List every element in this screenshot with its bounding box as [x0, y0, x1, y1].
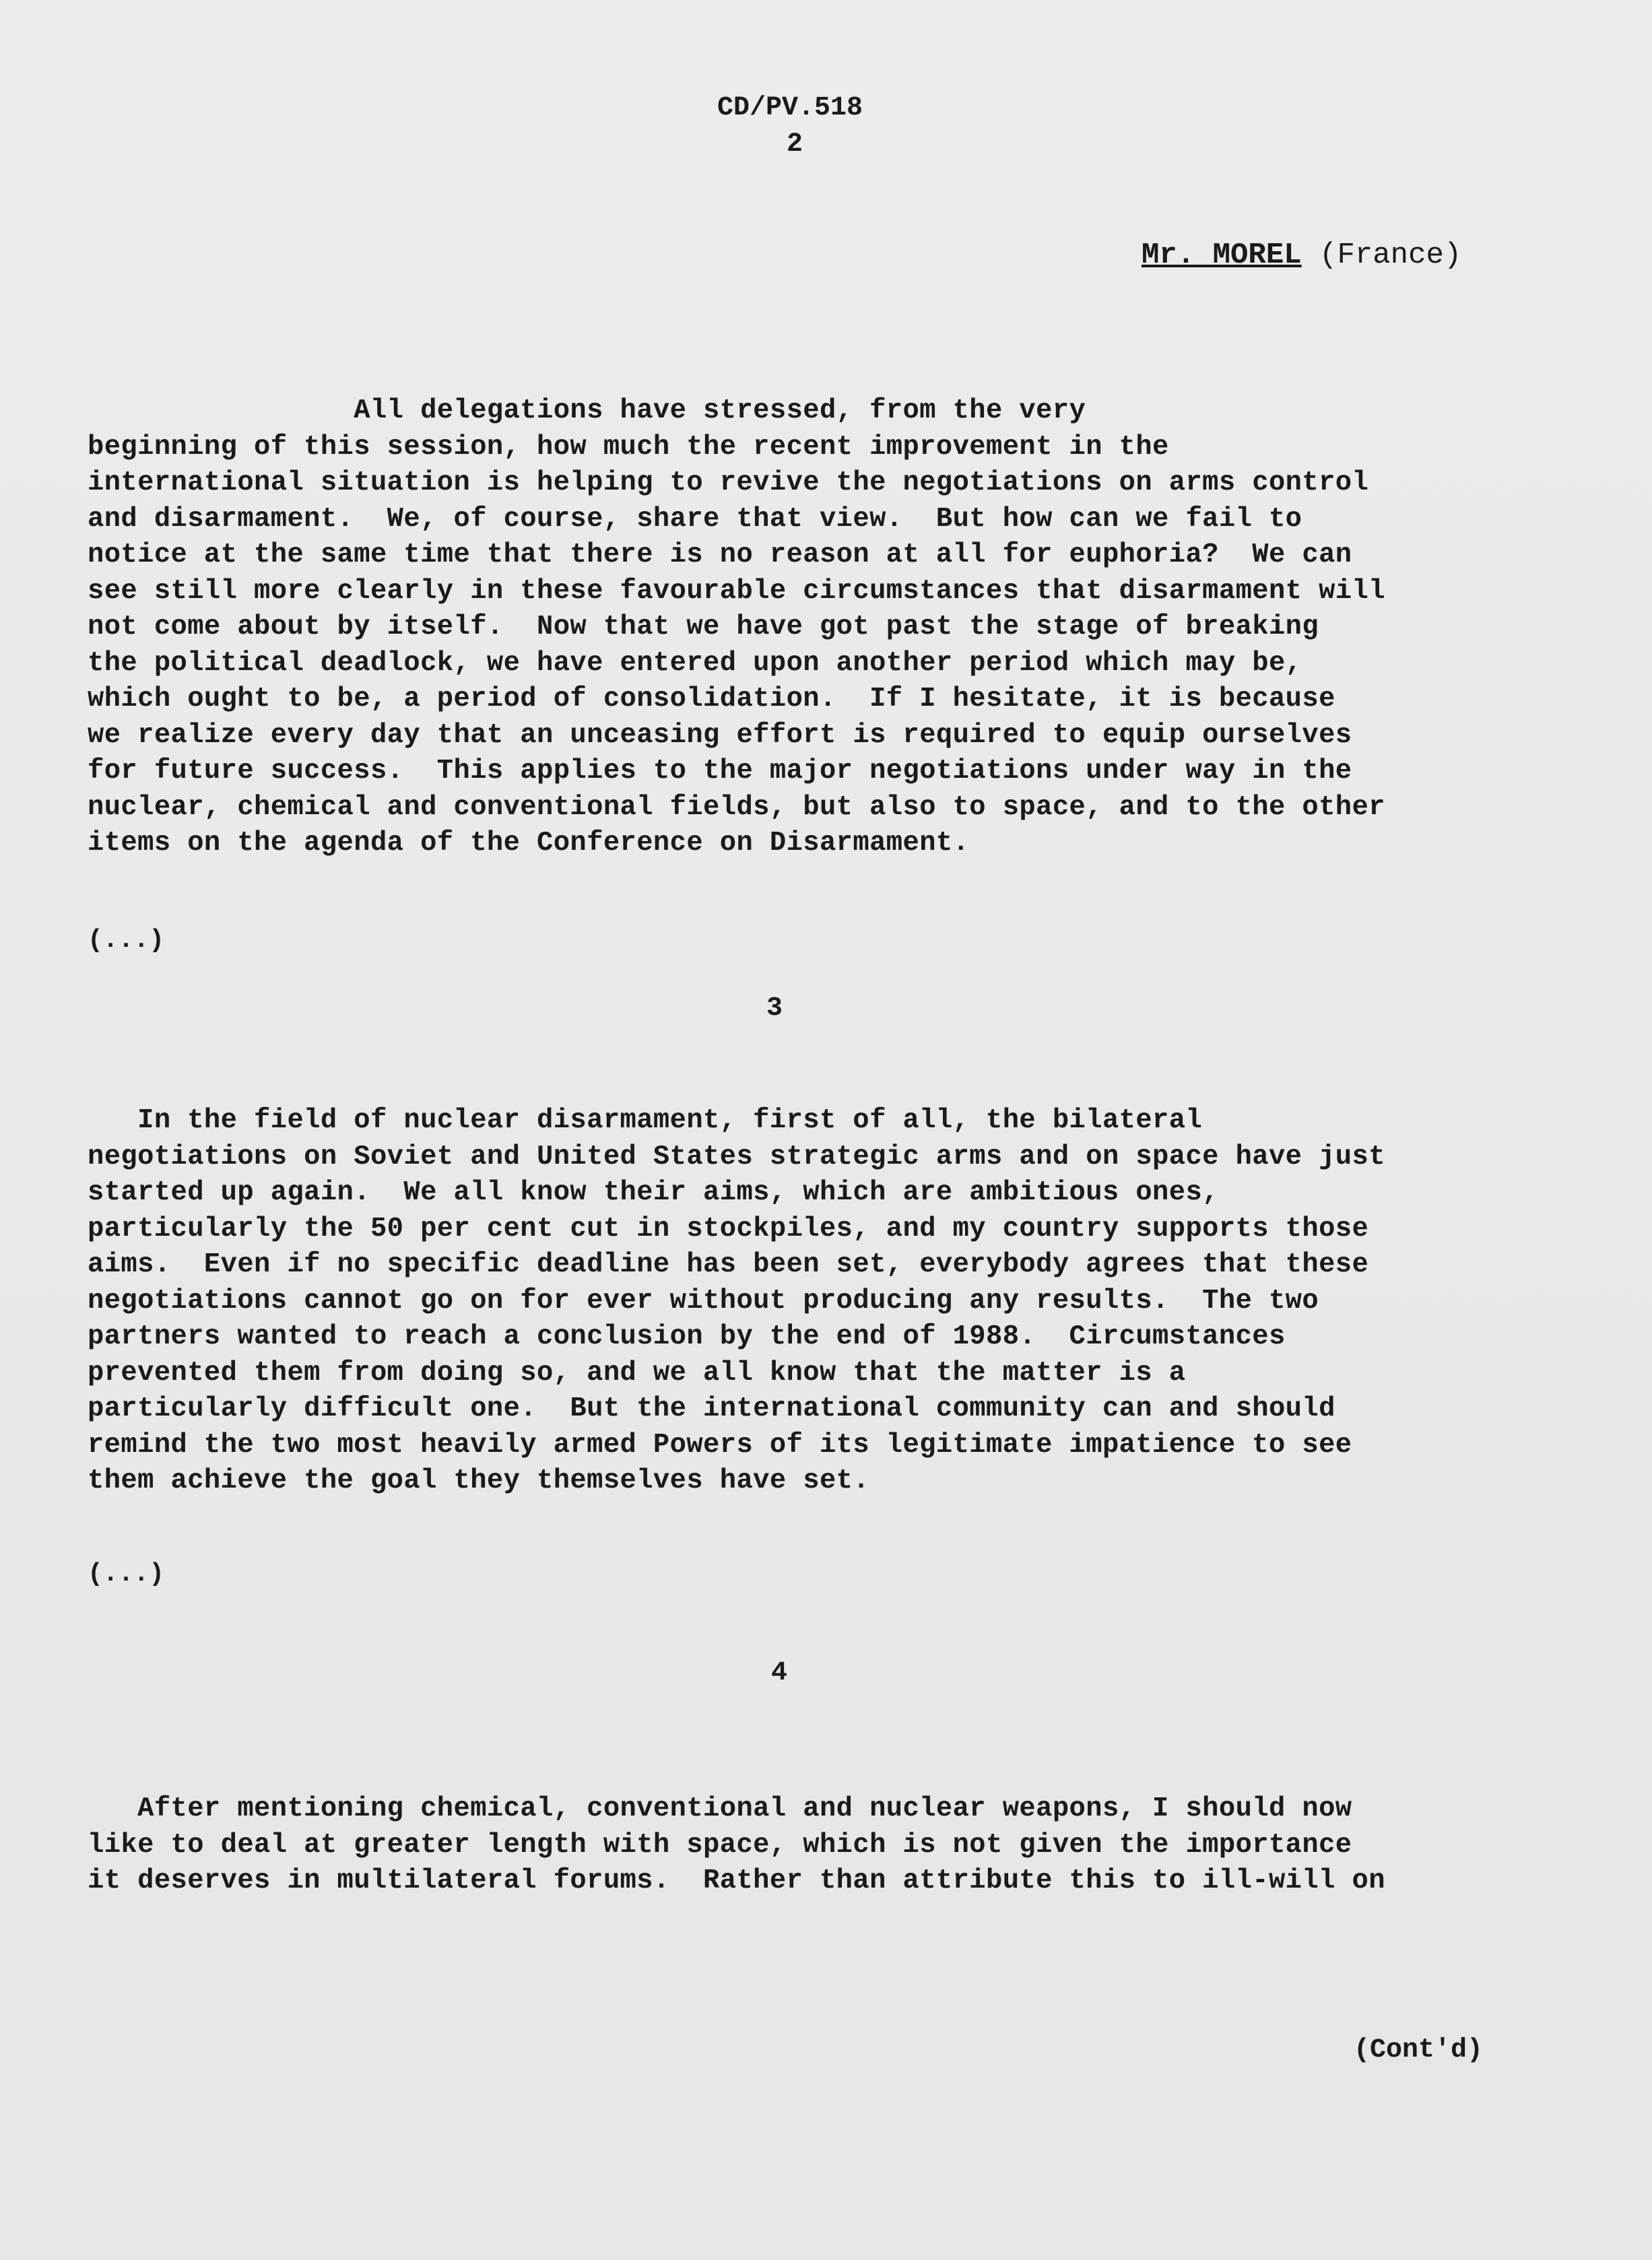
- document-symbol: CD/PV.518: [717, 93, 863, 123]
- section-number: 3: [766, 993, 783, 1024]
- paragraph-opening: All delegations have stressed, from the very beginning of this session, how much the recent improvement in the international situation is helping to revive the negotiations on arms control and disarmament. We, of course, share that view. But how can we fail to notice at the same time that there is no reason at all for euphoria? We can see still more clearly in these favourable circumstances that disarmament will not come about by itself. Now that we have got past the stage of breaking the political deadlock, we have entered upon another period which may be, which ought to be, a period of consolidation. If I hesitate, it is because we realize every day that an unceasing effort is required to equip ourselves for future success. This applies to the major negotiations under way in the nuclear, chemical and conventional fields, but also to space, and to the other items on the agenda of the Conference on Disarmament.: [88, 395, 1385, 859]
- bleed-through-text: [67, 269, 100, 330]
- continued-marker: (Cont'd): [1354, 2035, 1484, 2065]
- paragraph-space: After mentioning chemical, conventional and nuclear weapons, I should now like to deal at greater length with space, which is not given the importance it deserves in multilateral forums. Rather than attribute this to ill-will on: [88, 1793, 1385, 1896]
- paragraph-nuclear: In the field of nuclear disarmament, first of all, the bilateral negotiations on Soviet and United States strategic arms and on space have just started up again. We all know their aims, which are ambitious ones, particularly the 50 per cent cut in stockpiles, and my country supports those aims. Even if no specific deadline has been set, everybody agrees that these negotiations cannot go on for ever without producing any results. The two partners wanted to reach a conclusion by the end of 1988. Circumstances prevented them from doing so, and we all know that the matter is a particularly difficult one. But the international community can and should remind the two most heavily armed Powers of its legitimate impatience to see them achieve the goal they themselves have set.: [88, 1105, 1385, 1496]
- section-number: 4: [771, 1658, 788, 1688]
- speaker-line: [1142, 238, 1461, 272]
- speaker-country: (France): [1319, 238, 1462, 272]
- speaker-name: Mr. MOREL: [1142, 238, 1302, 272]
- page-number: 2: [787, 129, 803, 160]
- omission-marker: (...): [88, 1560, 165, 1589]
- omission-marker: (...): [88, 926, 165, 955]
